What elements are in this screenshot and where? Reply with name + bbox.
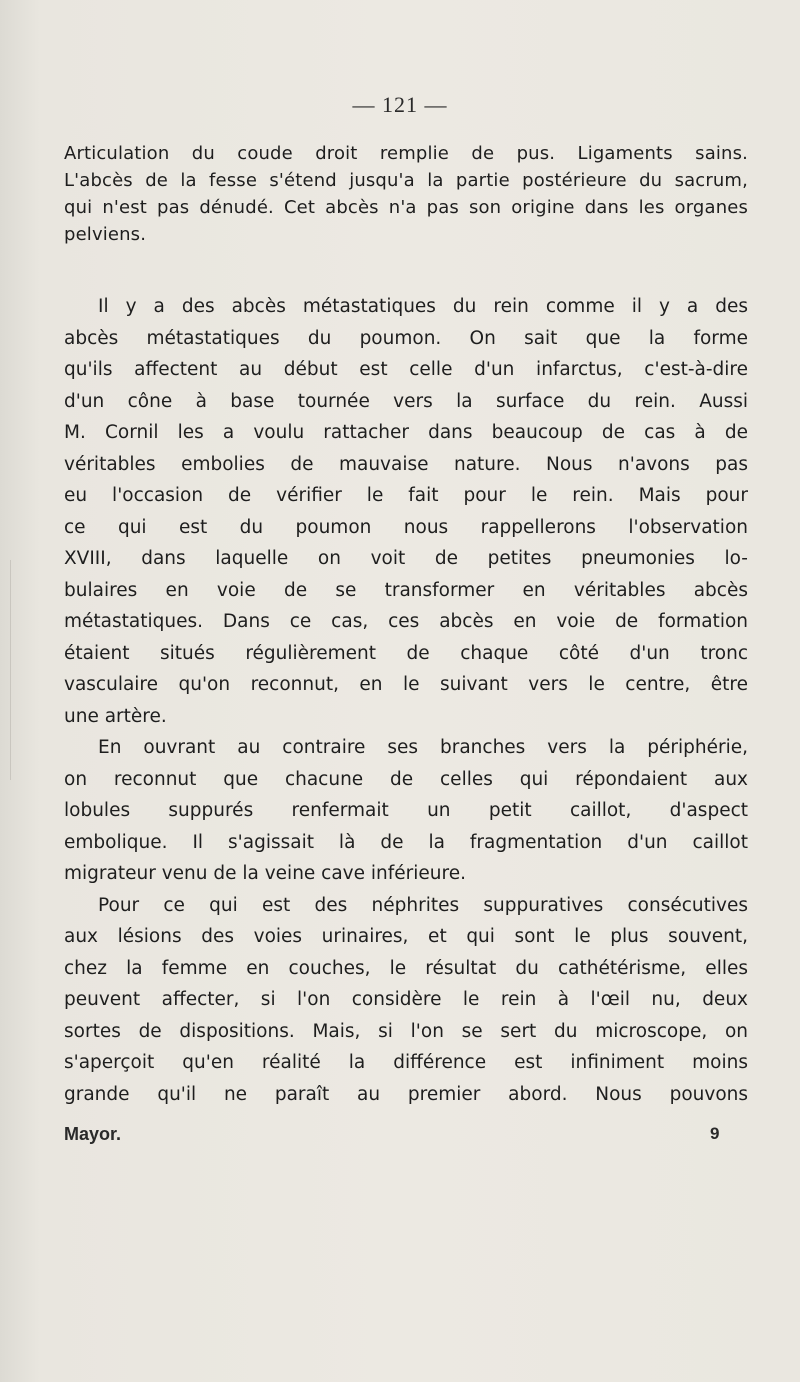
text-line: Il y a des abcès métastatiques du rein comme il y a des [98,296,748,317]
footer-author: Mayor. [64,1124,122,1144]
text-line: bulaires en voie de se transformer en véritables abcès [64,579,748,601]
text-line: XVIII, dans laquelle on voit de petites pneumonies lo- [64,548,748,569]
text-line: En ouvrant au contraire ses branches vers la périphérie, [98,737,748,758]
text-line: étaient situés régulièrement de chaque côté d'un tronc [64,642,748,664]
text-line: grande qu'il ne paraît au premier abord. Nous pouvons [64,1083,748,1105]
text-line: s'aperçoit qu'en réalité la différence est infiniment moins [64,1052,748,1073]
text-line: Articulation du coude droit remplie de pus. Ligaments sains. [64,143,748,164]
text-line: embolique. Il s'agissait là de la fragmentation d'un caillot [64,831,748,853]
text-line: migrateur venu de la veine cave inférieure. [64,863,466,884]
text-line: eu l'occasion de vérifier le fait pour le rein. Mais pour [64,485,748,506]
text-line: chez la femme en couches, le résultat du cathétérisme, elles [64,957,748,979]
text-line: M. Cornil les a voulu rattacher dans beaucoup de cas à de [64,422,748,443]
text-line: lobules suppurés renfermait un petit caillot, d'aspect [64,800,748,821]
text-line: qui n'est pas dénudé. Cet abcès n'a pas son origine dans les organes [64,197,748,218]
text-line: véritables embolies de mauvaise nature. Nous n'avons pas [64,453,748,475]
page-number: — 121 — [352,92,448,117]
footer-signature-mark: 9 [710,1124,720,1143]
paragraph-1 [64,140,748,248]
text-line: Pour ce qui est des néphrites suppuratives consécutives [98,894,748,916]
text-line: aux lésions des voies urinaires, et qui sont le plus souvent, [64,926,748,947]
paragraph-4 [64,890,748,1111]
page-edge-shadow [10,560,11,780]
text-line: pelviens. [64,224,147,245]
text-line: peuvent affecter, si l'on considère le rein à l'œil nu, deux [64,989,748,1010]
text-line: une artère. [64,705,167,727]
paragraph-3 [64,732,748,890]
text-line: qu'ils affectent au début est celle d'un infarctus, c'est-à-dire [64,359,748,380]
text-line: vasculaire qu'on reconnut, en le suivant vers le centre, être [64,674,748,695]
text-line: on reconnut que chacune de celles qui répondaient aux [64,768,748,790]
paragraph-2 [64,291,748,732]
text-line: abcès métastatiques du poumon. On sait que la forme [64,327,748,349]
text-line: d'un cône à base tournée vers la surface du rein. Aussi [64,390,748,412]
text-line: ce qui est du poumon nous rappellerons l'observation [64,516,748,538]
text-line: L'abcès de la fesse s'étend jusqu'a la partie postérieure du sacrum, [64,170,748,191]
text-line: métastatiques. Dans ce cas, ces abcès en voie de formation [64,611,748,632]
text-line: sortes de dispositions. Mais, si l'on se sert du microscope, on [64,1020,748,1042]
main-text [64,291,748,1110]
